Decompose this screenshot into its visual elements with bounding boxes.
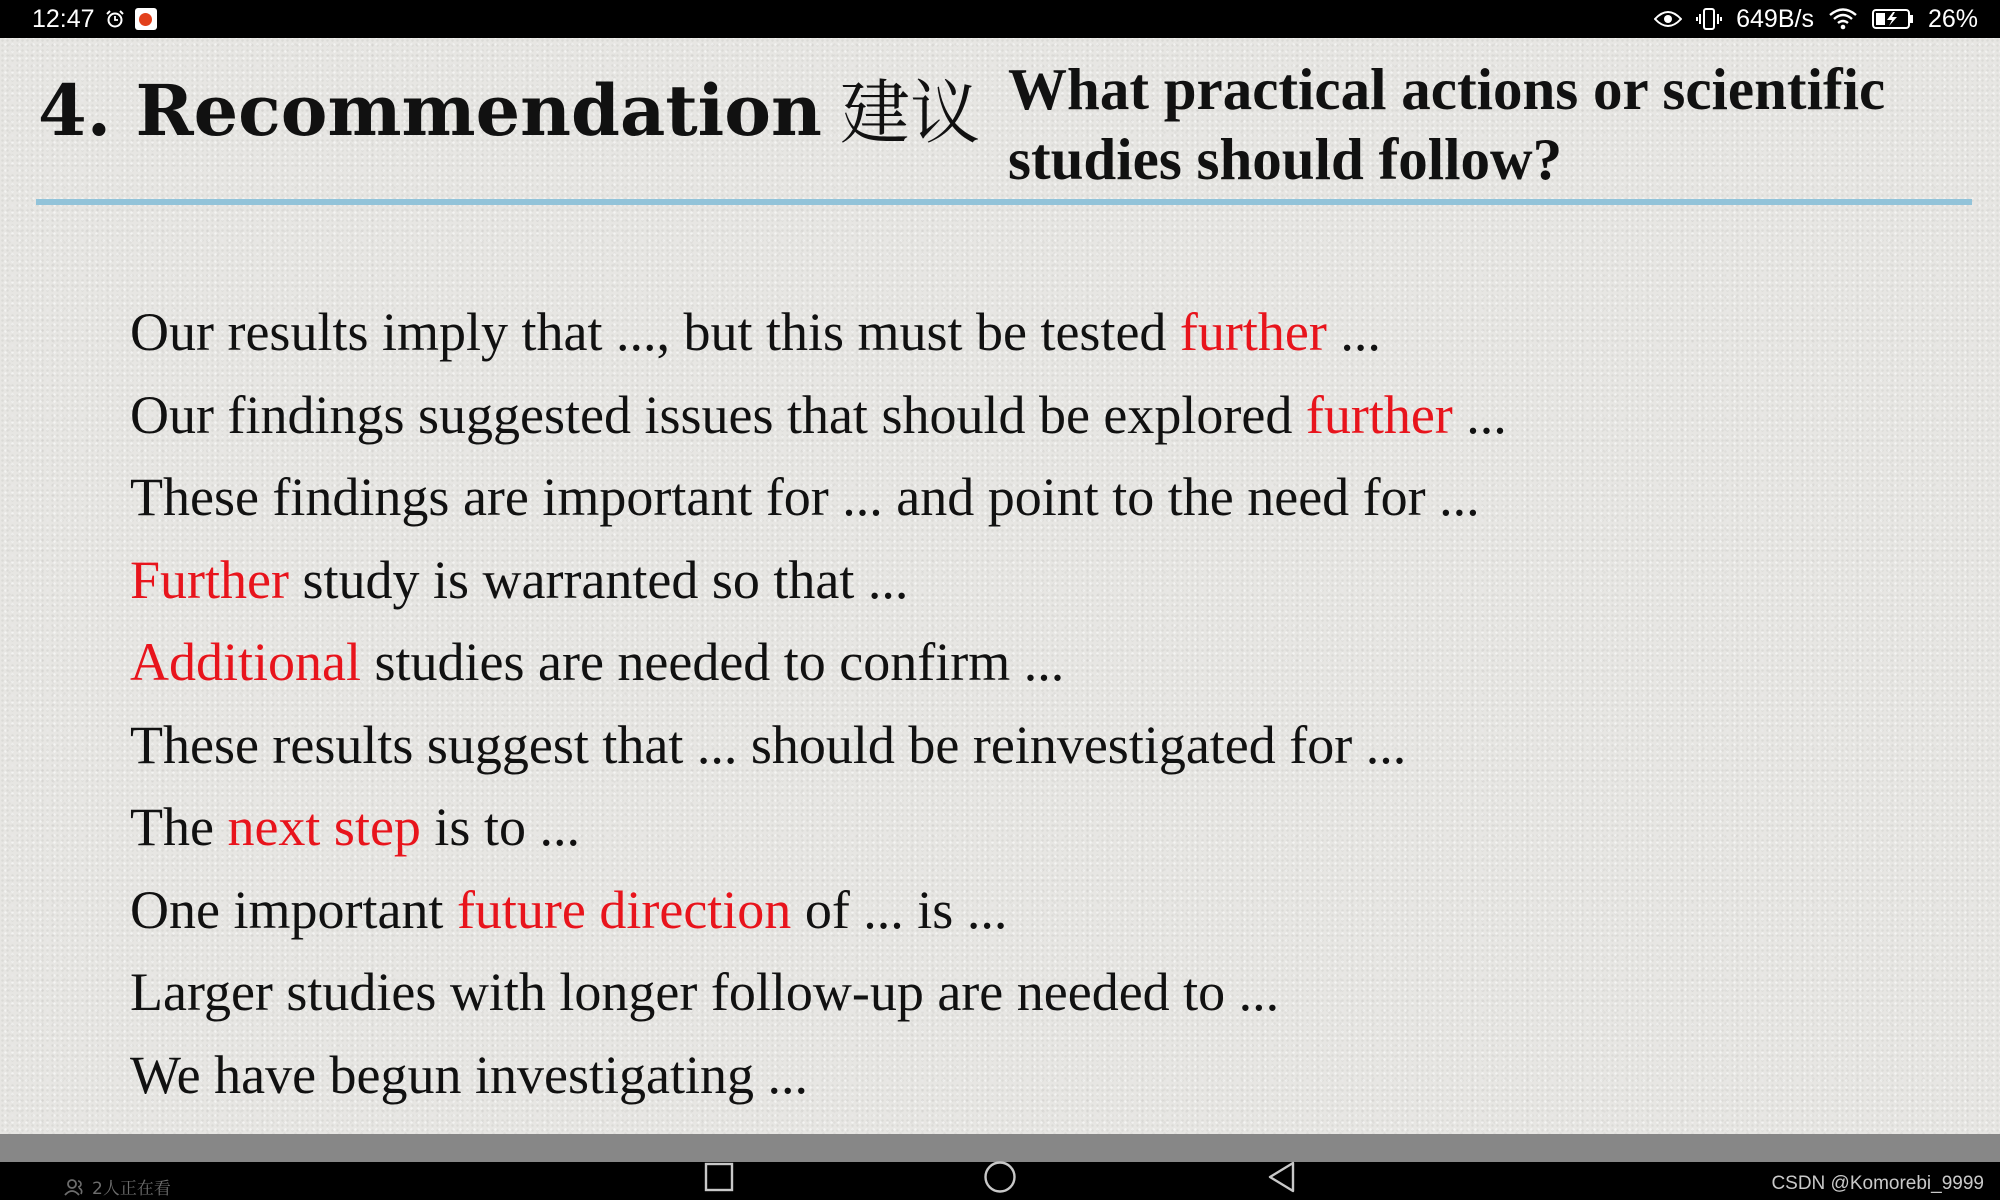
viewers-icon xyxy=(64,1178,86,1196)
viewer-count-label: 2人正在看 xyxy=(92,1179,171,1199)
highlighted-keyword: Further xyxy=(130,549,289,610)
phrase-text: These findings are important for ... and point to the need for ... xyxy=(130,467,1480,527)
highlighted-keyword: further xyxy=(1305,384,1453,445)
recent-apps-button[interactable] xyxy=(694,1154,744,1200)
phrase-text: Our findings suggested issues that should be explored xyxy=(130,384,1306,445)
highlighted-keyword: Additional xyxy=(130,632,361,692)
viewer-count xyxy=(64,1174,171,1199)
phrase-text: These results suggest that ... should be reinvestigated for ... xyxy=(130,714,1407,775)
phrase-line xyxy=(130,786,1507,869)
vibrate-icon xyxy=(1696,7,1722,31)
eye-icon xyxy=(1654,9,1682,29)
phrase-line xyxy=(130,704,1507,787)
phrase-line xyxy=(130,456,1507,539)
network-speed: 649B/s xyxy=(1736,4,1814,33)
wifi-icon xyxy=(1828,7,1858,31)
phrase-text: We have begun investigating ... xyxy=(130,1044,808,1105)
phrase-line xyxy=(130,621,1507,704)
presentation-slide xyxy=(0,38,2000,1134)
status-right xyxy=(1654,0,1978,38)
phrase-line xyxy=(130,374,1507,457)
phrase-line xyxy=(130,539,1507,622)
status-left xyxy=(32,0,157,38)
highlighted-keyword: future direction xyxy=(456,879,792,940)
title-divider xyxy=(36,199,1972,205)
phrase-text: One important xyxy=(130,879,457,940)
circle-icon xyxy=(982,1159,1018,1195)
phrase-list xyxy=(130,291,1507,1116)
phrase-text: is to ... xyxy=(420,797,580,857)
navigation-bar xyxy=(0,1134,2000,1200)
slide-title-chinese: 建议 xyxy=(840,72,980,154)
phrase-text: ... xyxy=(1326,302,1381,362)
alarm-icon xyxy=(105,9,125,29)
battery-percentage: 26% xyxy=(1927,4,1978,33)
phrase-line xyxy=(130,869,1507,952)
app-notification-icon xyxy=(135,8,157,30)
highlighted-keyword: next step xyxy=(227,797,421,857)
phrase-text: ... xyxy=(1452,384,1507,445)
back-button[interactable] xyxy=(1257,1154,1307,1200)
square-icon xyxy=(703,1161,735,1193)
home-button[interactable] xyxy=(975,1154,1025,1200)
phrase-line xyxy=(130,291,1507,374)
watermark: CSDN @Komorebi_9999 xyxy=(1771,1173,1984,1194)
phrase-text: studies are needed to confirm ... xyxy=(360,632,1065,692)
phrase-line xyxy=(130,951,1507,1034)
phrase-text: Larger studies with longer follow-up are needed to ... xyxy=(130,962,1280,1022)
phrase-text: of ... is ... xyxy=(791,879,1008,940)
phrase-text: study is warranted so that ... xyxy=(288,549,909,610)
phrase-text: The xyxy=(130,797,228,857)
status-bar xyxy=(0,0,2000,38)
battery-icon xyxy=(1872,8,1914,30)
phrase-text: Our results imply that ..., but this must be tested xyxy=(130,302,1180,362)
highlighted-keyword: further xyxy=(1179,302,1327,362)
slide-title: 4. Recommendation xyxy=(38,69,822,152)
triangle-back-icon xyxy=(1265,1160,1299,1194)
status-time: 12:47 xyxy=(32,4,95,33)
phrase-line xyxy=(130,1034,1507,1117)
slide-subtitle: What practical actions or scientific studies should follow? xyxy=(1008,56,1886,192)
